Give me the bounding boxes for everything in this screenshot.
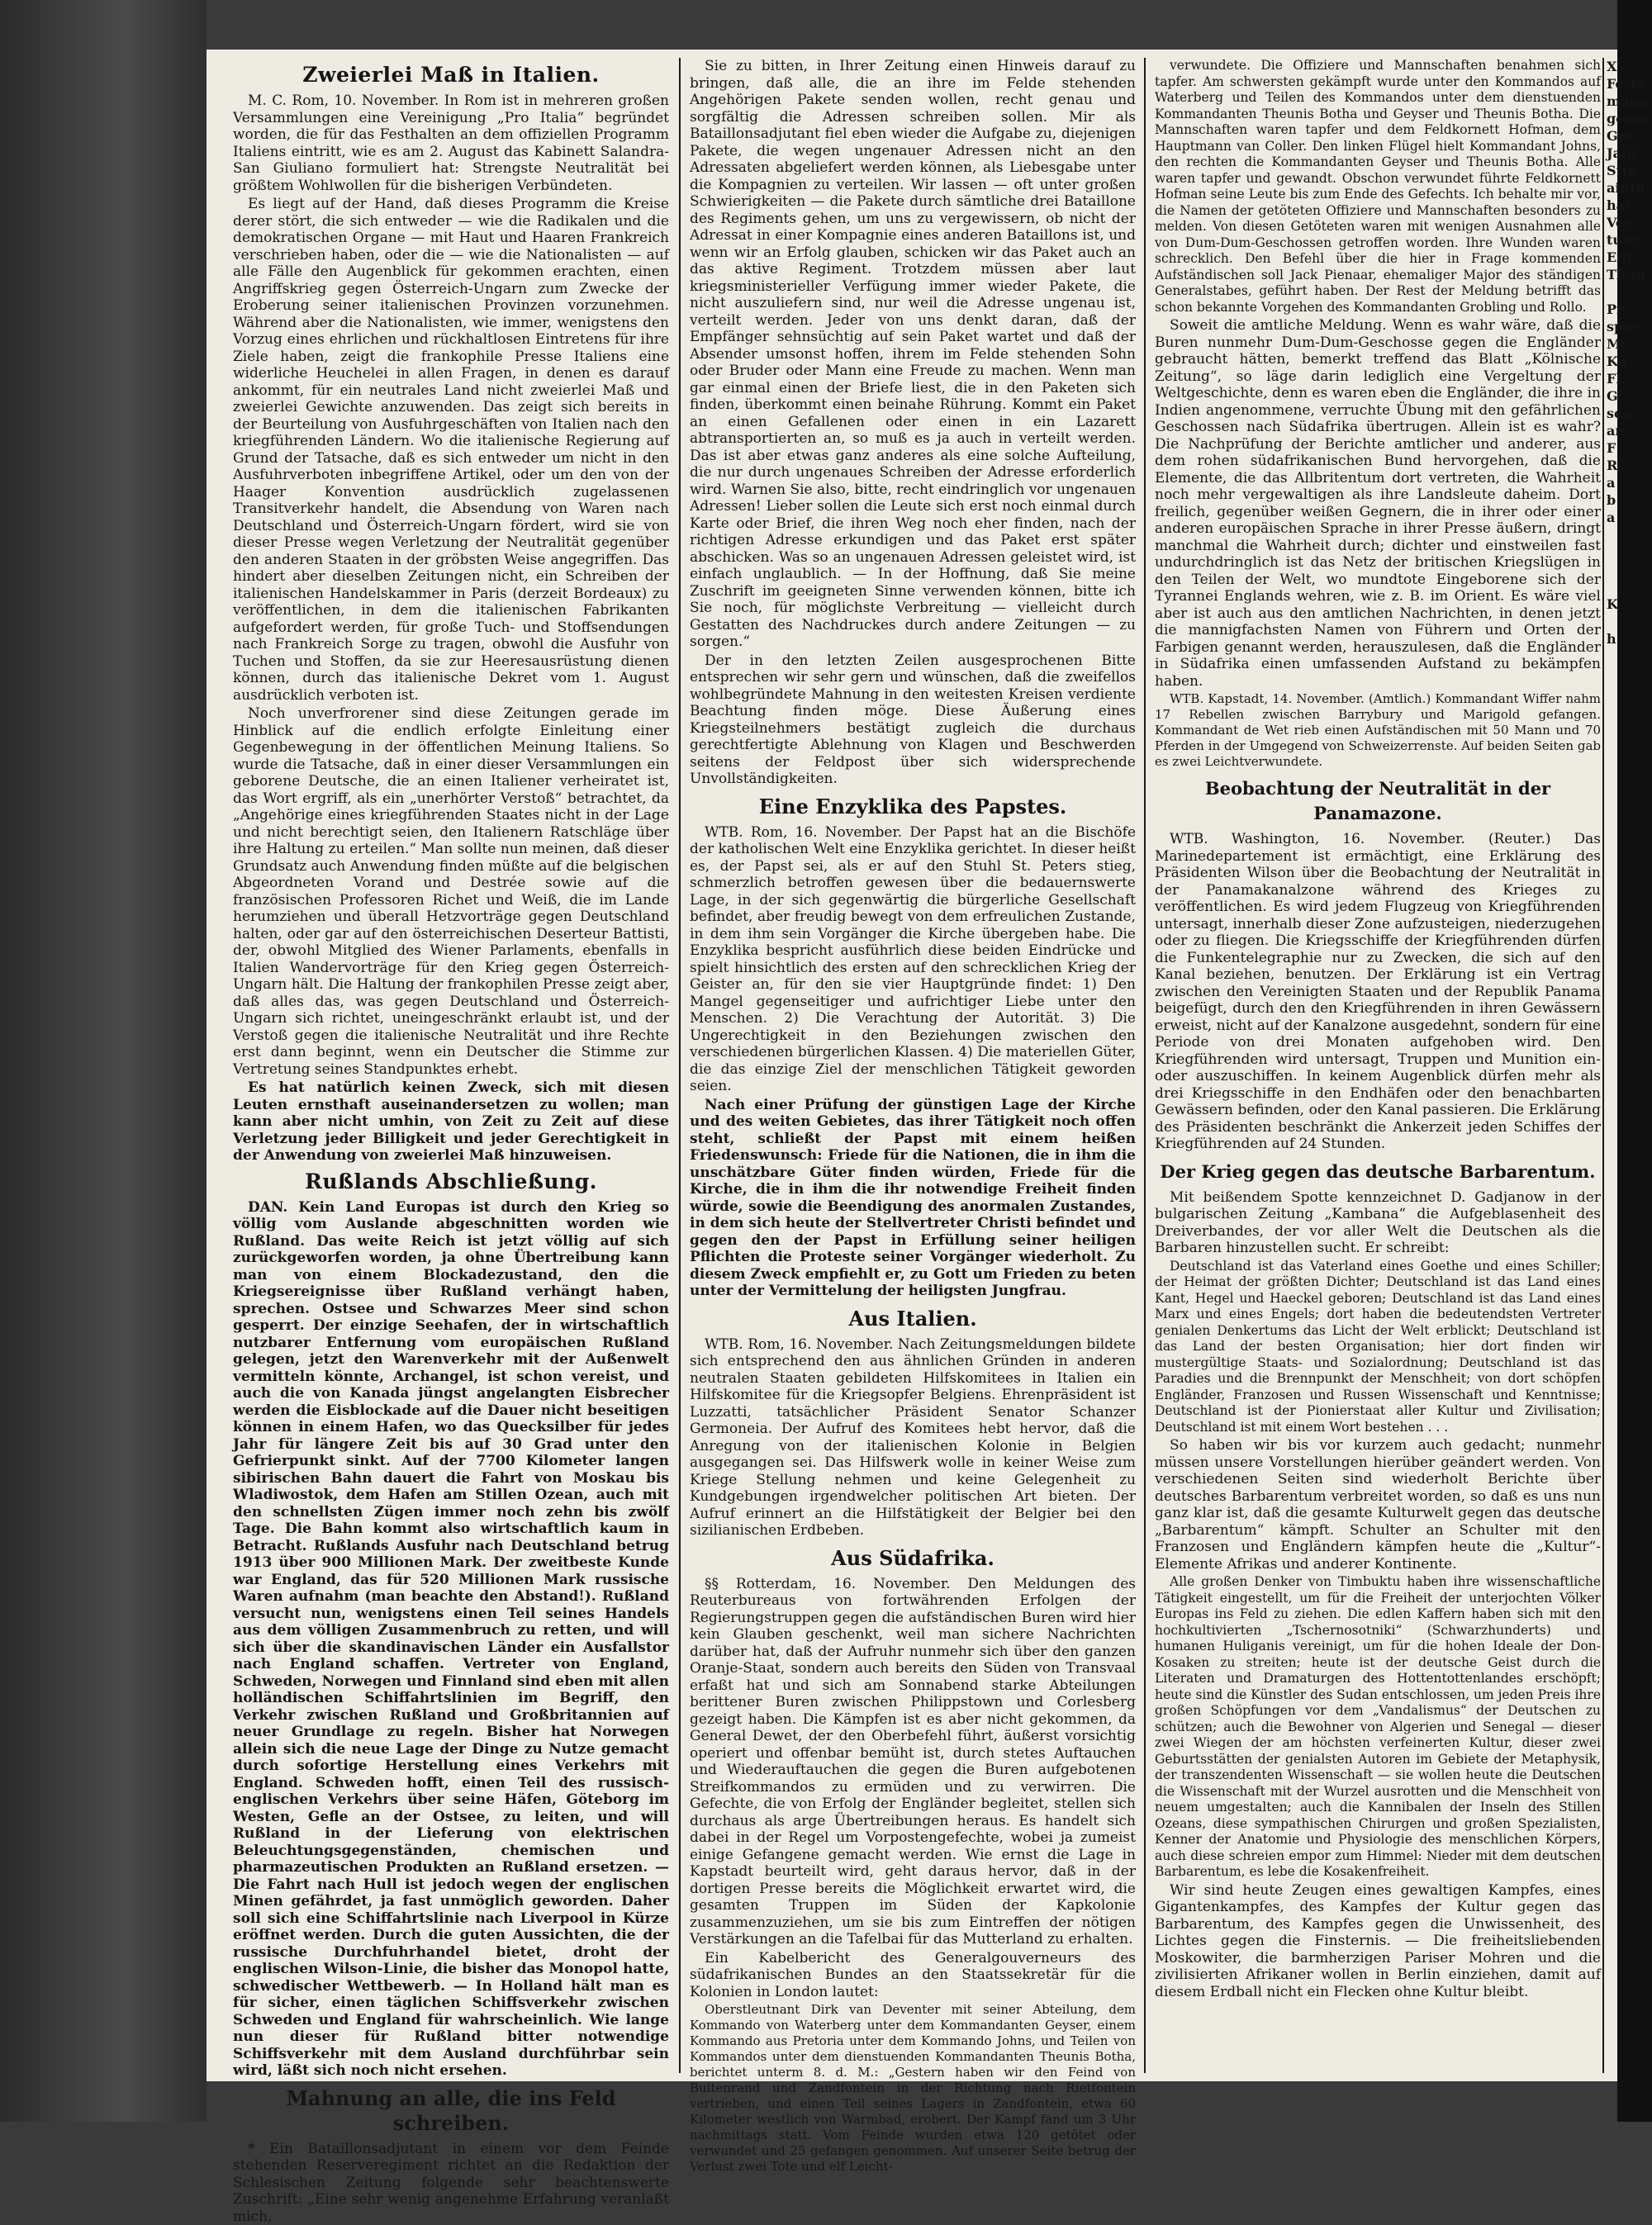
cutoff-line: Jahr bbox=[1607, 145, 1652, 162]
cutoff-line: Festr bbox=[1607, 75, 1652, 93]
cutoff-line: h bbox=[1607, 630, 1652, 648]
paragraph: §§ Rotterdam, 16. November. Den Meldungen des Reuterbureaus von fortwährenden Erfolgen der Regierungstruppen gegen die aufständischen Buren wird hier kein Glauben geschenkt, weil man sichere Nachrichten darüber hat, daß der Aufruhr nunmehr sich über den ganzen Oranje-Staat, sondern auch bereits den Süden von Transvaal erfaßt hat und sich am Sonnabend starke Abteilungen berittener Buren zwischen Philippstown und Corlesberg gezeigt haben. Die Kämpfen ist es aber nicht gekommen, da General Dewet, der den Oberbefehl führt, äußerst vorsichtig operiert und offenbar bemüht ist, durch stetes Auftauchen und Wiederauftauchen die gegen die Buren aufgebotenen Streifkommandos zu ermüden und zu verwirren. Die Gefechte, die von Erfolg der Engländer begleitet, stellen sich durchaus als arge Übertreibungen heraus. Es handelt sich dabei in der Regel um Vorpostengefechte, wobei ja zumeist einige Gefangene gemacht werden. Wie ernst die Lage in Kapstadt beurteilt wird, geht daraus hervor, daß in der dortigen Presse bereits die Möglichkeit erwartet wird, die gesamten Truppen im Süden der Kapkolonie zusammenzuziehen, um sie bis zum Eintreffen der nötigen Verstärkungen an die Tafelbai für das Mutterland zu erhalten. bbox=[690, 1576, 1136, 1948]
cutoff-line: hat bbox=[1607, 197, 1652, 214]
cutoff-line bbox=[1607, 543, 1652, 561]
cutoff-line: a bbox=[1607, 474, 1652, 491]
cutoff-line: a bbox=[1607, 509, 1652, 526]
paragraph: Deutschland ist das Vaterland eines Goethe und eines Schiller; der Heimat der größten Dichter; Deutschland ist das Land eines Kant, Hegel und Haeckel geboren; Deutschland ist das Land eines Marx und eines Engels; dort haben die bedeutendsten Vertreter genialen Denkertums das Licht der Welt erblickt; Deutschland ist das Land der besten Organisation; hier dort finden wir mustergültige Staats- und Sozialordnung; Deutschland ist das Paradies und die Brennpunkt der Menschheit; von dort schöpfen Engländer, Franzosen und Russen Wissenschaft und Kenntnisse; Deutschland ist der Pionierstaat aller Kultur und Zivilisation; Deutschland ist mit einem Wort bestehen . . . bbox=[1155, 1259, 1601, 1436]
cutoff-line: K bbox=[1607, 595, 1652, 613]
paragraph: Der in den letzten Zeilen ausgesprochenen Bitte entsprechen wir sehr gern und wünschen, daß die zweifellos wohlbegründete Mahnung in den weitesten Kreisen verdiente Beachtung finden möge. Diese Äußerung eines Kriegsteilnehmers bestätigt zugleich die durchaus gerechtfertigte Ablehnung von Klagen und Beschwerden seitens der Feldpost über sich widersprechende Unvollständigkeiten. bbox=[690, 652, 1136, 788]
cutoff-line bbox=[1607, 613, 1652, 630]
headline-suedafrika: Aus Südafrika. bbox=[690, 1546, 1136, 1571]
paragraph: Oberstleutnant Dirk van Deventer mit seiner Abteilung, dem Kommando von Waterberg unter dem Kommandanten Geyser, einem Kommando aus Pretoria unter dem Kommando Johns, und Teilen von Kommandos unter dem dienstuenden Kommandanten Theunis Botha, berichtet unterm 8. d. M.: „Gestern haben wir den Feind von Buitenrand und Zandfontein in der Richtung nach Rietfontein vertrieben, und einen Teil seines Lagers in Zandfontein, etwa 60 Kilometer westlich von Warmbad, erobert. Der Kampf fand um 3 Uhr nachmittags statt. Vom Feinde wurden etwa 120 getötet oder verwundet und 25 gefangen genommen. Auf unserer Seite betrug der Verlust zwei Tote und elf Leicht- bbox=[690, 2002, 1136, 2175]
paragraph: Ein Kabelbericht des Generalgouverneurs des südafrikanischen Bundes an den Staatssekretär für die Kolonien in London lautet: bbox=[690, 1950, 1136, 2001]
cutoff-line: Mi bbox=[1607, 335, 1652, 353]
paragraph: WTB. Washington, 16. November. (Reuter.) Das Marinedepartement ist ermächtigt, eine Erklärung des Präsidenten Wilson über die Beobachtung der Neutralität in der Panamakanalzone während des Krieges zu veröffentlichen. Es wird jedem Flugzeug von Kriegführenden untersagt, innerhalb dieser Zone aufzusteigen, niederzugehen oder zu fliegen. Die Kriegsschiffe der Kriegführenden dürfen die Funkentelegraphie nur zu Zwecken, die sich auf den Kanal beziehen, benutzen. Der Erklärung ist ein Vertrag zwischen den Vereinigten Staaten und der Republik Panama beigefügt, durch den den Kriegführenden in ihren Gewässern erweist, nicht auf der Kanalzone ausgedehnt, sondern für eine Periode von drei Monaten aufgehoben wird. Den Kriegführenden wird untersagt, Truppen und Munition ein- oder auszuschiffen. In keinem Augenblick dürfen mehr als drei Kriegsschiffe in den Endhäfen oder den benachbarten Gewässern befinden, oder den Kanal passieren. Die Erklärung des Präsidenten beschränkt die Ankerzeit jeden Schiffes der Kriegführenden auf 24 Stunden. bbox=[1155, 831, 1601, 1153]
paragraph: WTB. Rom, 16. November. Nach Zeitungsmeldungen bildete sich entsprechend den aus ähnlichen Gründen in anderen neutralen Staaten gebildeten Hilfskomitees in Italien ein Hilfskomitee für die Kriegsopfer Belgiens. Ehrenpräsident ist Luzzatti, tatsächlicher Präsident Senator Schanzer Germoneia. Der Aufruf des Komitees hebt hervor, daß die Anregung von der italienischen Kolonie in Belgien ausgegangen sei. Das Hilfswerk wolle in keiner Weise zum Kriege Stellung nehmen und keine Gelegenheit zu Kundgebungen irgendwelcher politischen Art bieten. Der Aufruf erinnert an die Hilfstätigkeit der Belgier bei den sizilianischen Erdbeben. bbox=[690, 1336, 1136, 1539]
paragraph: Noch unverfrorener sind diese Zeitungen gerade im Hinblick auf die endlich erfolgte Einleitung einer Gegenbewegung in der öffentlichen Meinung Italiens. So wurde die Tatsache, daß in einer dieser Versammlungen ein geborene Deutsche, die an einen Italiener verheiratet ist, das Wort ergriff, als ein „unerhörter Verstoß“ betrachtet, da „Angehörige eines kriegführenden Staates nicht in der Lage und nicht berechtigt seien, den Italienern Ratschläge über ihre Haltung zu erteilen.“ Man sollte nun meinen, daß dieser Grundsatz auch Anwendung finden müßte auf die belgischen Abgeordneten Vorand und Destrée sowie auf die französischen Professoren Richet und Weiß, die im Lande herumziehen und überall Hetzvorträge gegen Deutschland halten, oder gar auf den österreichischen Deserteur Battisti, der, obwohl Mitglied des Wiener Parlaments, ebenfalls in Italien Wandervorträge für den Krieg gegen Österreich-Ungarn hält. Die Haltung der frankophilen Presse zeigt aber, daß alles das, was gegen Deutschland und Österreich-Ungarn sich richtet, uneingeschränkt erlaubt ist, und der Verstoß gegen die italienische Neutralität und ihre Rechte erst dann beginnt, wenn ein Deutscher die Stimme zur Vertretung seines Standpunktes erhebt. bbox=[233, 705, 669, 1078]
paragraph: Es hat natürlich keinen Zweck, sich mit diesen Leuten ernsthaft auseinandersetzen zu wollen; man kann aber nicht umhin, von Zeit zu Zeit auf diese Verletzung jeder Billigkeit und jeder Gerechtigkeit in der Anwendung von zweierlei Maß hinzuweisen. bbox=[233, 1079, 669, 1165]
cutoff-line: gesch bbox=[1607, 110, 1652, 127]
cutoff-line: ainfu bbox=[1607, 179, 1652, 197]
paragraph: WTB. Rom, 16. November. Der Papst hat an die Bischöfe der katholischen Welt eine Enzyklika gerichtet. In dieser heißt es, der Papst sei, als er auf den Stuhl St. Peters stieg, schmerzlich betroffen gewesen über die bedauernswerte Lage, in der sich gegenwärtig die bürgerliche Gesellschaft befindet, aber freudig bewegt von dem erfreulichen Zustande, in dem ihm sein Vorgänger die Kirche übergeben habe. Die Enzyklika bespricht ausführlich diese beiden Eindrücke und spielt hinsichtlich des ersten auf den schrecklichen Krieg der Geister an, für den sie vier Hauptgründe findet: 1) Den Mangel gegenseitiger und aufrichtiger Liebe unter den Menschen. 2) Die Verachtung der Autorität. 3) Die Ungerechtigkeit in den Beziehungen zwischen den verschiedenen bürgerlichen Klassen. 4) Die materiellen Güter, die das einzige Ziel der menschlichen Tätigkeit geworden seien. bbox=[690, 824, 1136, 1095]
column-3 bbox=[1155, 58, 1601, 2090]
cutoff-line: X bbox=[1607, 58, 1652, 75]
headline-barbarentum: Der Krieg gegen das deutsche Barbarentum. bbox=[1155, 1160, 1601, 1184]
paragraph: Soweit die amtliche Meldung. Wenn es wahr wäre, daß die Buren nunmehr Dum-Dum-Geschosse gegen die Engländer gebraucht hätten, bemerkt treffend das Blatt „Kölnische Zeitung“, so läge darin lediglich eine Vergeltung der Weltgeschichte, denn es waren eben die Engländer, die ihre in Indien angenommene, verruchte Übung mit den gefährlichen Geschossen nach Südafrika übertrugen. Allein ist es wahr? Die Nachprüfung der Berichte amtlicher und anderer, aus dem rohen südafrikanischen Bund hervorgehen, daß die Elemente, die das Allbritentum dort vertreten, die Wahrheit noch mehr vergewaltigen als ihre Landsleute daheim. Dort freilich, gegenüber weißen Gegnern, die in ihrer oder einer anderen europäischen Sprache in ihrer Presse äußern, dringt manchmal die Wahrheit durch; dichter und einstweilen fast undurchdringlich ist das Netz der britischen Kriegslügen in den Teilen der Welt, wo mundtote Eingeborene sich der Tyrannei Englands wehren, wie z. B. im Orient. Es wäre viel aber ist auch aus den amtlichen Nachrichten, in denen jetzt die mannigfachsten Namen von Führern und Orten der Farbigen genannt werden, herauszulesen, daß die Engländer in Südafrika einen umfassenden Aufstand zu bekämpfen haben. bbox=[1155, 317, 1601, 690]
cutoff-line: Ger bbox=[1607, 127, 1652, 145]
headline-enzyklika: Eine Enzyklika des Papstes. bbox=[690, 795, 1136, 819]
cutoff-line: Thun bbox=[1607, 266, 1652, 283]
cutoff-line: tung bbox=[1607, 231, 1652, 249]
column-4-cutoff bbox=[1607, 58, 1652, 2090]
cutoff-line bbox=[1607, 578, 1652, 595]
paragraph: Es liegt auf der Hand, daß dieses Programm die Kreise derer stört, die sich entweder — wie die Radikalen und die demokratischen Organe — mit Haut und Haaren Frankreich verschrieben haben, oder die — wie die Nationalisten — auf alle Fälle den Augenblick für gekommen erachten, einen Angriffskrieg gegen Österreich-Ungarn zum Zwecke der Eroberung seiner italienischen Provinzen vorzunehmen. Während aber die Nationalisten, wie immer, wenigstens den Vorzug eines ehrlichen und rückhaltlosen Eintretens für ihre Ziele haben, zeigt die frankophile Presse Italiens eine widerliche Heuchelei in allen Fragen, in denen es darauf ankommt, für ein neutrales Land nicht zweierlei Maß und zweierlei Gewichte anzuwenden. Das zeigt sich bereits in der Beurteilung von Ausfuhrgeschäften von Italien nach den kriegführenden Ländern. Wo die italienische Regierung auf Grund der Tatsache, daß es sich entweder um nicht in den Ausfuhrverboten inbegriffene Artikel, oder um den von der Haager Konvention ausdrücklich zugelassenen Transitverkehr handelt, die Absendung von Waren nach Deutschland und Österreich-Ungarn fördert, wird sie von dieser Presse wegen Verletzung der Neutralität gegenüber den anderen Staaten in der gröbsten Weise angegriffen. Das hindert aber dieselben Zeitungen nicht, ein Schreiben der italienischen Handelskammer in Paris (derzeit Bordeaux) zu veröffentlichen, in dem die italienischen Fabrikanten aufgefordert werden, für große Tuch- und Stoffsendungen nach Frankreich Sorge zu tragen, obwohl die Ausfuhr von Tuchen und Stoffen, da sie zur Heeresausrüstung dienen können, durch das italienische Dekret vom 1. August ausdrücklich verboten ist. bbox=[233, 196, 669, 704]
cutoff-line bbox=[1607, 283, 1652, 301]
paragraph: * Ein Bataillonsadjutant in einem vor dem Feinde stehenden Reserveregiment richtet an die Redaktion der Schlesischen Zeitung folgende sehr beachtenswerte Zuschrift: „Eine sehr wenig angenehme Erfahrung veranlaßt mich, bbox=[233, 2141, 669, 2225]
cutoff-line bbox=[1607, 526, 1652, 543]
paragraph: Wir sind heute Zeugen eines gewaltigen Kampfes, eines Gigantenkampfes, des Kampfes der Kultur gegen das Barbarentum, des Kampfes gegen die Unwissenheit, des Lichtes gegen die Finsternis. — Die freiheitsliebenden Moskowiter, die barmherzigen Pariser Mohren und die zivilisierten Afrikaner wollen in Berlin einziehen, damit auf diesem Erdball nicht ein Flecken ohne Kultur bleibt. bbox=[1155, 1882, 1601, 2001]
paragraph: verwundete. Die Offiziere und Mannschaften benahmen sich tapfer. Am schwersten gekämpft wurde unter den Kommandos auf Waterberg und Teilen des Kommandos unter dem dienstuenden Kommandanten Theunis Botha und Geyser und Theunis Botha. Die Mannschaften waren tapfer und dem Feldkornett Hofman, dem Hauptmann van Coller. Den linken Flügel hielt Kommandant Johns, den rechten die Kommandanten Geyser und Theunis Botha. Alle waren tapfer und gewandt. Obschon verwundet führte Feldkornett Hofman seine Leute bis zum Ende des Gefechts. Ich behalte mir vor, die Namen der getöteten Offiziere und Mannschaften besonders zu melden. Von diesen Getöteten waren mit wenigen Ausnahmen alle von Dum-Dum-Geschossen getroffen worden. Ihre Wunden waren schrecklich. Den Befehl über die hier in Frage kommenden Aufständischen soll Jack Pienaar, ehemaliger Major des ständigen Generalstabes, geführt haben. Der Rest der Meldung betrifft das schon bekannte Vorgehen des Kommandanten Grobling und Rollo. bbox=[1155, 58, 1601, 315]
paragraph: M. C. Rom, 10. November. In Rom ist in mehreren großen Versammlungen eine Vereinigung „Pro Italia“ begründet worden, die für das Festhalten an dem offiziellen Programm Italiens eintritt, wie es am 2. August das Kabinett Salandra-San Giuliano formuliert hat: Strengste Neutralität bei größtem Wohlwollen für die bisherigen Verbündeten. bbox=[233, 93, 669, 194]
book-spine bbox=[0, 0, 206, 2122]
cutoff-line: männ bbox=[1607, 93, 1652, 110]
cutoff-line: Gi bbox=[1607, 387, 1652, 405]
column-2 bbox=[690, 58, 1136, 2090]
cutoff-line: spie bbox=[1607, 318, 1652, 335]
cutoff-line: Fl bbox=[1607, 370, 1652, 387]
paragraph: Sie zu bitten, in Ihrer Zeitung einen Hinweis darauf zu bringen, daß alle, die an ihre im Felde stehenden Angehörigen Pakete senden wollen, recht genau und sorgfältig die Adressen schreiben sollen. Mir als Bataillonsadjutant fiel eben wieder die Aufgabe zu, diejenigen Pakete, die wegen ungenauer Adressen nicht an den Adressaten abgeliefert werden können, als Liebesgabe unter die Kompagnien zu verteilen. Wir lassen — oft unter großen Schwierigkeiten — die Pakete durch sämtliche drei Bataillone des Regiments gehen, um uns zu vergewissern, ob nicht der Adressat in einer Kompagnie eines anderen Bataillons ist, und wenn wir an Erfolg glauben, schicken wir das Paket auch an das aktive Regiment. Trotzdem müssen aber laut kriegsministerieller Verfügung immer wieder Pakete, die nicht auszuliefern sind, nur weil die Adresse ungenau ist, verteilt werden. Jeder von uns denkt daran, daß der Empfänger sehnsüchtig auf sein Paket wartet und daß der Absender umsonst hoffen, ihrem im Felde stehenden Sohn oder Bruder oder Mann eine Freude zu machen. Wenn man gar einmal einen der Briefe liest, die in den Paketen sich finden, überkommt einen beinahe Rührung. Kommt ein Paket an einen Gefallenen oder einen in ein Lazarett abtransportierten an, so muß es ja auch in verteilt werden. Das ist aber etwas ganz anderes als eine solche Aufteilung, die nur durch ungenaues Schreiben der Adresse erforderlich wird. Warnen Sie also, bitte, recht eindringlich vor ungenauen Adressen! Lieber sollen die Leute sich erst noch einmal durch Karte oder Brief, die ihren Weg noch eher finden, nach der richtigen Adresse erkundigen und das Paket erst später abschicken. Was so an ungenauen Adressen geleistet wird, ist einfach unglaublich. — In der Hoffnung, daß Sie meine Zuschrift im geeigneten Sinne verwenden können, bitte ich Sie noch, für möglichste Verbreitung — vielleicht durch Gestatten des Nachdruckes durch andere Zeitungen — zu sorgen.“ bbox=[690, 58, 1136, 651]
cutoff-line: Ka bbox=[1607, 353, 1652, 370]
column-rule bbox=[1602, 58, 1604, 2073]
headline-mahnung: Mahnung an alle, die ins Feld schreiben. bbox=[233, 2086, 669, 2136]
paragraph: DAN. Kein Land Europas ist durch den Krieg so völlig vom Auslande abgeschnitten worden wie Rußland. Das weite Reich ist jetzt völlig auf sich zurückgeworfen worden, ja ohne Übertreibung kann man von einem Blockadezustand, den die Kriegsereignisse über Rußland verhängt haben, sprechen. Ostsee und Schwarzes Meer sind schon gesperrt. Der einzige Seehafen, der in wirtschaftlich nutzbarer Entfernung vom europäischen Rußland gelegen, jetzt den Warenverkehr mit der Außenwelt vermitteln könnte, Archangel, ist schon vereist, und auch die von Kanada jüngst angelangten Eisbrecher werden die Eisblockade auf die Dauer nicht beseitigen können in einem Hafen, wo das Quecksilber für jedes Jahr für längere Zeit bis auf 30 Grad unter den Gefrierpunkt sinkt. Auf der 7700 Kilometer langen sibirischen Bahn dauert die Fahrt von Moskau bis Wladiwostok, dem Hafen am Stillen Ozean, auch mit den schnellsten Zügen immer noch zehn bis zwölf Tage. Die Bahn kommt also wirtschaftlich kaum in Betracht. Rußlands Ausfuhr nach Deutschland betrug 1913 über 900 Millionen Mark. Der zweitbeste Kunde war England, das für 520 Millionen Mark russische Waren aufnahm (man beachte den Abstand!). Rußland versucht nun, wenigstens einen Teil seines Handels aus dem völligen Zusammenbruch zu retten, und will sich über die skandinavischen Länder ein Ausfallstor nach England schaffen. Vertreter von England, Schweden, Norwegen und Finnland sind eben mit allen holländischen Schiffahrtslinien im Begriff, den Verkehr zwischen Rußland und Großbritannien auf neuer Grundlage zu regeln. Bisher hat Norwegen allein sich die neue Lage der Dinge zu Nutze gemacht durch sofortige Herstellung eines Verkehrs mit England. Schweden hofft, einen Teil des russisch-englischen Verkehrs über seine Häfen, Göteborg im Westen, Gefle an der Ostsee, zu leiten, und will Rußland in der Lieferung von elektrischen Beleuchtungsgegenständen, chemischen und pharmazeutischen Produkten an Rußland ersetzen. — Die Fahrt nach Hull ist jedoch wegen der englischen Minen gefährdet, ja fast unmöglich geworden. Daher soll sich eine Schiffahrtslinie nach Liverpool in Kürze eröffnet werden. Durch die guten Aussichten, die der russische Durchfuhrhandel bietet, droht der englischen Wilson-Linie, die bisher das Monopol hatte, schwedischer Wettbewerb. — In Holland hält man es für sicher, einen täglichen Schiffsverkehr zwischen Schweden und England für wahrscheinlich. Wie lange nun dieser für Rußland bitter notwendige Schiffsverkehr mit dem Ausland durchführbar sein wird, läßt sich noch nicht ersehen. bbox=[233, 1199, 669, 2080]
cutoff-line: Ver bbox=[1607, 214, 1652, 231]
paragraph: Nach einer Prüfung der günstigen Lage der Kirche und des weiten Gebietes, das ihrer Tätigkeit noch offen steht, schließt der Papst mit einem heißen Friedenswunsch: Friede für die Nationen, die in ihm die unschätzbare Güter finden würden, Friede für die Kirche, die in ihm die ihr notwendige Freiheit finden würde, sowie die Beendigung des anormalen Zustandes, in dem sich heute der Stellvertreter Christi befindet und gegen den der Papst in Erfüllung seiner heiligen Pflichten die Proteste seiner Vorgänger wiederholt. Zu diesem Zweck empfiehlt er, zu Gott um Frieden zu beten unter der Vermittelung der heiligsten Jungfrau. bbox=[690, 1097, 1136, 1300]
cutoff-line: Stin bbox=[1607, 162, 1652, 179]
headline-italien-mass: Zweierlei Maß in Italien. bbox=[233, 63, 669, 88]
headline-aus-italien: Aus Italien. bbox=[690, 1307, 1136, 1331]
paragraph: Mit beißendem Spotte kennzeichnet D. Gadjanow in der bulgarischen Zeitung „Kambana“ die Aufgeblasenheit des Dreiverbandes, der vor aller Welt die Deutschen als die Barbaren hinzustellen sucht. Er schreibt: bbox=[1155, 1189, 1601, 1257]
cutoff-line bbox=[1607, 561, 1652, 578]
paragraph: So haben wir bis vor kurzem auch gedacht; nunmehr müssen unsere Vorstellungen hierüber geändert werden. Von verschiedenen Seiten sind wiederholt Berichte über deutsches Barbarentum verbreitet worden, so daß es uns nun ganz klar ist, daß die gesamte Kulturwelt gegen das deutsche „Barbarentum“ kämpft. Schulter an Schulter mit den Franzosen und Engländern kämpfen heute die „Kultur“-Elemente Afrikas und anderer Kontinente. bbox=[1155, 1437, 1601, 1573]
paragraph: Alle großen Denker von Timbuktu haben ihre wissenschaftliche Tätigkeit eingestellt, um für die Freiheit der unterjochten Völker Europas ins Feld zu ziehen. Die edlen Kaffern haben sich mit den hochkultivierten „Tschernosotniki“ (Schwarzhunderts) und humanen Huliganis vereinigt, um für die hohen Ideale der Don-Kosaken zu streiten; heute ist der deutsche Geist durch die Literaten und Dramaturgen des Hottentottenlandes erschöpft; heute sind die Künstler des Sudan entschlossen, um jeden Preis ihre großen Schöpfungen vor dem „Vandalismus“ der Deutschen zu schützen; auch die Bewohner von Algerien und Senegal — dieser zwei Wiegen der am höchsten verfeinerten Kultur, dieser zwei Geburtsstätten der genialsten Autoren im Gebiete der Metaphysik, der transzendenten Wissenschaft — sie wollen heute die Deutschen die Wissenschaft mit der Wurzel ausrotten und die Menschheit von neuem umgestalten; auch die Kannibalen der Inseln des Stillen Ozeans, diese sympathischen Chirurgen und großen Spezialisten, Kenner der Anatomie und Physiologie des menschlichen Körpers, auch diese schreien empor zum Himmel: Nieder mit dem deutschen Barbarentum, es lebe die Kosakenfreiheit. bbox=[1155, 1574, 1601, 1881]
cutoff-line: an bbox=[1607, 422, 1652, 439]
cutoff-line: F bbox=[1607, 439, 1652, 457]
cutoff-line: Ent bbox=[1607, 249, 1652, 266]
cutoff-line: R bbox=[1607, 457, 1652, 474]
cutoff-line: sen bbox=[1607, 405, 1652, 422]
headline-panamazone: Beobachtung der Neutralität in der Panamazone. bbox=[1155, 776, 1601, 826]
cutoff-line: Pr bbox=[1607, 301, 1652, 318]
column-1 bbox=[233, 58, 669, 2090]
headline-russland: Rußlands Abschließung. bbox=[233, 1169, 669, 1194]
paragraph: WTB. Kapstadt, 14. November. (Amtlich.) Kommandant Wiffer nahm 17 Rebellen zwischen Barrybury und Marigold gefangen. Kommandant de Wet rieb einen Aufständischen mit 50 Mann und 70 Pferden in der Umgegend von Schweizerrenste. Auf beiden Seiten gab es zwei Leichtverwundete. bbox=[1155, 691, 1601, 770]
cutoff-line: b bbox=[1607, 491, 1652, 509]
column-rule bbox=[679, 58, 681, 2073]
column-rule bbox=[1144, 58, 1146, 2073]
